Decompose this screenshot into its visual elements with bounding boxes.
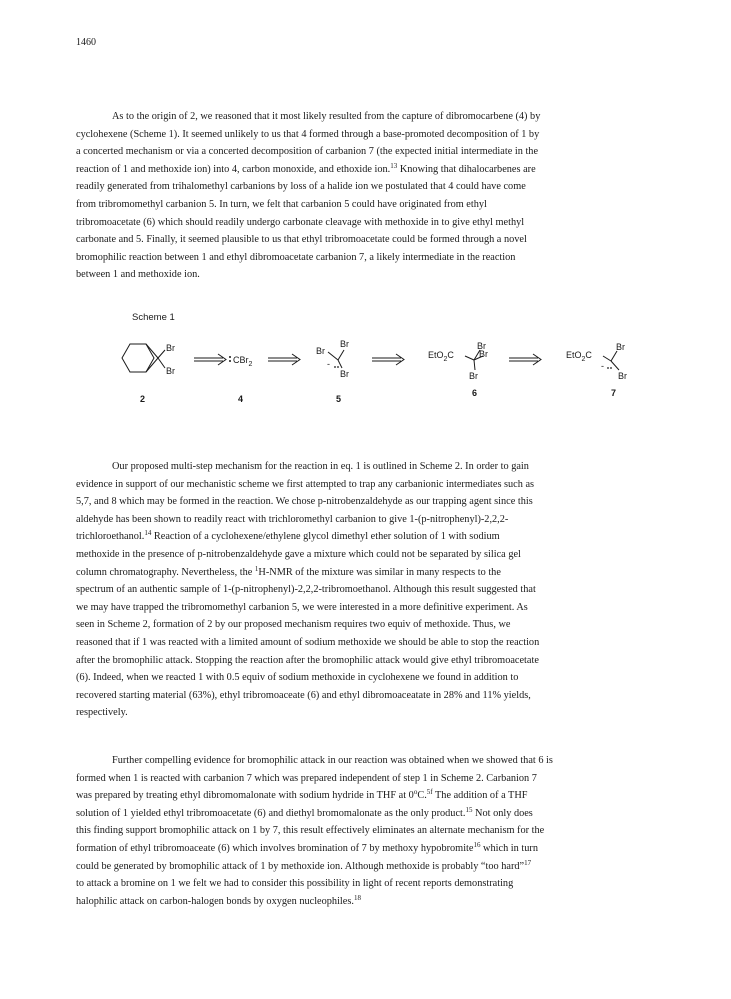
compound-number-2: 2 [140,394,146,404]
scheme-1-diagram [0,330,731,440]
text-fragment: The addition of a THF [432,790,528,802]
compound-2-structure [122,343,175,376]
text-fragment: Reaction of a cyclohexene/ethylene glycol dimethyl ether solution of 1 with sodium [151,531,500,543]
compound-4-structure [229,355,253,368]
text-line: 5,7, and 8 which may be formed in the reaction. We chose p-nitrobenzaldehyde as our trapping agent since this [76,496,533,508]
citation-13: 13 [390,161,398,170]
text-fragment: was prepared by treating ethyl dibromomalonate with sodium hydride in THF at 0 [76,790,414,802]
text-line [76,805,672,823]
text-line [76,161,672,179]
text-line: aldehyde has been shown to readily react with trichloromethyl carbanion to give 1-(p-nitrophenyl)-2,2,2- [76,513,509,525]
text-line: tribromoacetate (6) which should readily undergo carbonate cleavage with methoxide in to give ethyl methyl [76,216,525,228]
degree-superscript: o [413,788,418,797]
dibromocarbene-label: CBr$_2$ [233,355,253,368]
negative-charge: - [601,361,604,371]
text-line: carbonate and 5. Finally, it seemed plausible to us that ethyl tribromoacetate could be formed through a novel [76,234,527,246]
text-line: we may have trapped the tribromomethyl carbanion 5, we were interested in a more definitive experiment. As [76,601,528,613]
paragraph-origin-of-2 [76,108,672,284]
text-line: spectrum of an authentic sample of 1-(p-nitrophenyl)-2,2,2-tribromoethanol. Although this result suggested that [76,584,536,596]
compound-number-5: 5 [336,394,342,404]
bromine-label: Br [469,371,478,381]
text-line: readily generated from trihalomethyl carbanions by loss of a halide ion we postulated that 4 could have come [76,181,526,193]
text-fragment: formation of ethyl tribromoaceate (6) which involves bromination of 7 by methoxy hypobromite [76,842,474,854]
bromine-label: Br [316,346,325,356]
paragraph-bromophilic-evidence [76,752,672,910]
ester-group-label: EtO$_2$C [566,350,592,363]
text-fragment: Not only does [472,807,533,819]
text-fragment: trichloroethanol. [76,531,145,543]
ester-group-label: EtO$_2$C [428,350,454,363]
text-line [76,840,672,858]
compound-6-structure [428,341,488,381]
compound-number-7: 7 [611,388,617,398]
bromine-label: Br [340,339,349,349]
text-line: Further compelling evidence for bromophilic attack in our reaction was obtained when we showed that 6 is [112,755,553,766]
text-fragment: halophilic attack on carbon-halogen bonds by oxygen nucleophiles. [76,895,354,907]
text-fragment: which in turn [480,842,538,854]
text-fragment: could be generated by bromophilic attack of 1 by methoxide ion. Although methoxide is probably “too hard” [76,860,525,872]
text-line: bromophilic reaction between 1 and ethyl dibromoacetate carbanion 7, a likely intermediate in the reaction [76,251,516,263]
text-line: recovered starting material (63%), ethyl tribromoaceate (6) and ethyl dibromoaceatate in 28% and 11% yields, [76,689,531,701]
bromine-label: Br [340,369,349,379]
citation-5f: 5f [426,788,433,797]
reaction-arrow [194,354,226,365]
citation-15: 15 [465,805,473,814]
bromine-label: Br [618,371,627,381]
text-fragment: column chromatography. Nevertheless, the [76,566,255,578]
reaction-arrow [509,354,541,365]
text-line: Our proposed multi-step mechanism for the reaction in eq. 1 is outlined in Scheme 2. In order to gain [112,461,529,472]
compound-5-structure [316,339,349,379]
text-fragment: reaction of 1 and methoxide ion) into 4, carbon monoxide, and ethoxide ion. [76,163,391,175]
text-fragment: H-NMR of the mixture was similar in many respects to the [258,566,501,578]
text-line [76,893,672,911]
reaction-arrow [372,354,404,365]
text-line: (6). Indeed, when we reacted 1 with 0.5 equiv of sodium methoxide in cyclohexene we found in addition to [76,672,519,684]
text-fragment: solution of 1 yielded ethyl tribromoacetate (6) and diethyl bromomalonate as the only product. [76,807,466,819]
text-line: after the bromophilic attack. Stopping the reaction after the bromophilic attack would give ethyl tribromoacetate [76,654,539,666]
text-line: evidence in support of our mechanistic scheme we first attempted to trap any carbanionic intermediates such as [76,478,535,490]
text-line: formed when 1 is reacted with carbanion 7 which was prepared independent of step 1 in Scheme 2. Carbanion 7 [76,772,537,784]
paragraph-mechanism [76,458,672,722]
bromine-label: Br [166,366,175,376]
bromine-label: Br [479,349,488,359]
compound-7-structure [566,342,627,381]
text-line: respectively. [76,707,128,719]
text-line: between 1 and methoxide ion. [76,269,200,281]
bromine-label: Br [477,341,486,351]
text-line: seen in Scheme 2, formation of 2 by our proposed mechanism requires two equiv of methoxide. Thus, we [76,619,511,631]
page-number: 1460 [76,37,96,48]
text-fragment: C. [417,790,427,802]
compound-number-4: 4 [238,394,244,404]
negative-charge: - [327,359,330,369]
text-fragment: Knowing that dihalocarbenes are [397,163,536,175]
bromine-label: Br [166,343,175,353]
text-line [76,528,672,546]
text-line: from tribromomethyl carbanion 5. In turn, we felt that carbanion 5 could have originated from ethyl [76,198,487,210]
bromine-label: Br [616,342,625,352]
text-line: methoxide in the presence of p-nitrobenzaldehyde gave a mixture which could not be separated by silica gel [76,548,521,560]
text-line: this finding support bromophilic attack on 1 by 7, this result effectively eliminates an alternate mechanism for the [76,825,545,837]
text-line [76,564,672,582]
text-line: to attack a bromine on 1 we felt we had to consider this possibility in light of recent reports demonstrating [76,878,514,890]
isotope-superscript: 1 [254,564,259,573]
citation-17: 17 [524,858,532,867]
text-line [76,787,672,805]
reaction-arrow [268,354,300,365]
text-line: a concerted mechanism or via a concerted decomposition of carbanion 7 (the expected initial intermediate in the [76,146,539,158]
text-line: reasoned that if 1 was reacted with a limited amount of sodium methoxide we should be able to stop the reaction [76,636,540,648]
citation-18: 18 [353,893,361,902]
text-line: cyclohexene (Scheme 1). It seemed unlikely to us that 4 formed through a base-promoted decomposition of 1 by [76,128,540,140]
text-line [76,858,672,876]
text-line: As to the origin of 2, we reasoned that it most likely resulted from the capture of dibromocarbene (4) by [112,111,541,122]
citation-16: 16 [473,840,481,849]
scheme-label: Scheme 1 [132,312,175,323]
compound-number-6: 6 [472,388,478,398]
citation-14: 14 [144,529,152,538]
